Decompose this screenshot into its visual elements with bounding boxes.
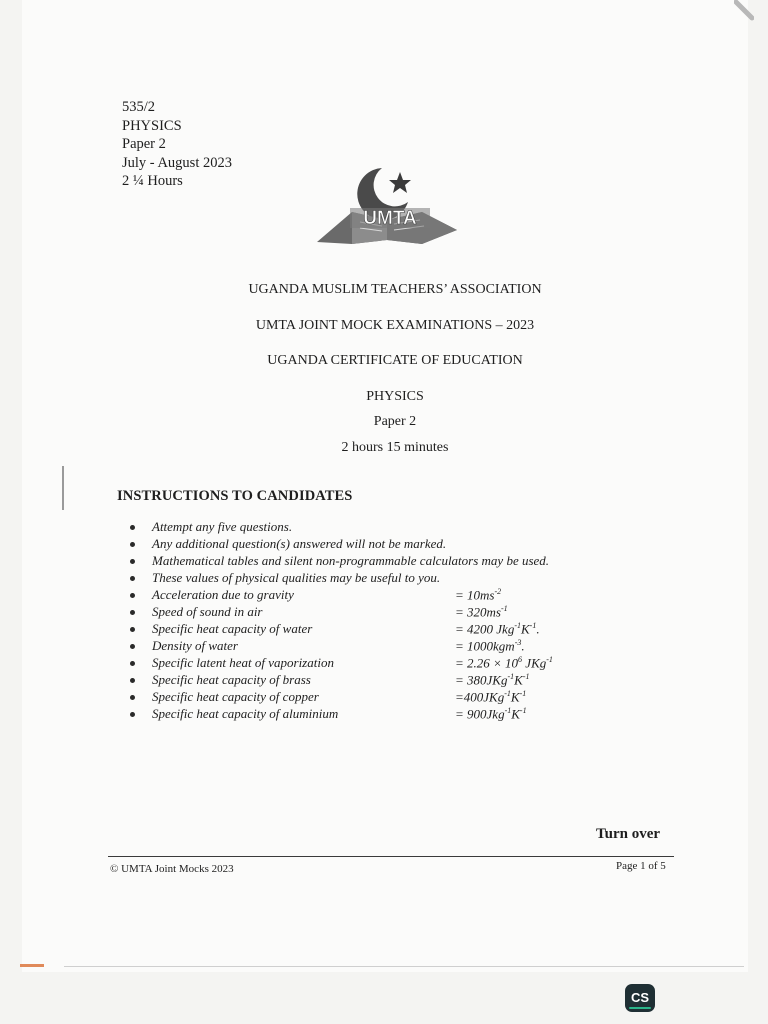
- bullet-icon: [130, 525, 135, 530]
- bullet-icon: [130, 593, 135, 598]
- constant-value: = $380JKg^{-1}K^{-1}$: [455, 672, 530, 688]
- constant-name: Acceleration due to gravity: [152, 587, 294, 602]
- instruction-item: These values of physical qualities may be useful to you.: [128, 570, 598, 587]
- constant-row: [128, 638, 598, 655]
- instructions-list: [128, 519, 598, 723]
- umta-logo: [312, 160, 462, 250]
- scan-bottom-edge: [64, 966, 744, 967]
- constant-value: $=400JKg^{-1}K^{-1}$: [455, 689, 527, 705]
- turn-over-note: Turn over: [596, 826, 661, 842]
- footer-copyright: © UMTA Joint Mocks 2023: [110, 863, 234, 875]
- footer-divider: [108, 856, 674, 857]
- constant-name: Specific latent heat of vaporization: [152, 655, 334, 670]
- subject-name: PHYSICS: [122, 117, 182, 134]
- bullet-icon: [130, 627, 135, 632]
- constant-value: = $900Jkg^{-1}K^{-1}$: [455, 706, 527, 722]
- bullet-icon: [130, 542, 135, 547]
- exam-title: UMTA JOINT MOCK EXAMINATIONS – 2023: [255, 318, 535, 333]
- constant-name: Specific heat capacity of brass: [152, 672, 311, 687]
- constant-row: [128, 587, 598, 604]
- bullet-icon: [130, 610, 135, 615]
- camscanner-badge: CS: [625, 984, 655, 1012]
- constant-row: [128, 689, 598, 706]
- constant-value: = $10ms^{-2}$: [455, 587, 502, 603]
- bullet-icon: [130, 661, 135, 666]
- footer-page-number: Page 1 of 5: [616, 860, 666, 872]
- instruction-item: Any additional question(s) answered will not be marked.: [128, 536, 598, 553]
- certificate-title: UGANDA CERTIFICATE OF EDUCATION: [267, 353, 523, 368]
- scan-color-mark: [20, 964, 44, 967]
- constant-name: Specific heat capacity of water: [152, 621, 313, 636]
- constant-name: Speed of sound in air: [152, 604, 263, 619]
- paper-number: Paper 2: [122, 136, 166, 152]
- constant-value: = $320ms^{-1}$: [455, 604, 508, 620]
- paper-code: 535/2: [122, 99, 156, 115]
- exam-session: July - August 2023: [122, 154, 232, 171]
- instruction-item: Attempt any five questions.: [128, 519, 598, 536]
- constant-row: [128, 604, 598, 621]
- instructions-heading: INSTRUCTIONS TO CANDIDATES: [117, 488, 353, 504]
- exam-duration: 2 ¼ Hours: [122, 173, 183, 189]
- logo-text: UMTA: [363, 208, 417, 229]
- instruction-item: Mathematical tables and silent non-programmable calculators may be used.: [128, 553, 598, 570]
- subject-title: PHYSICS: [366, 389, 424, 404]
- constant-name: Specific heat capacity of copper: [152, 689, 319, 704]
- bullet-icon: [130, 559, 135, 564]
- bullet-icon: [130, 712, 135, 717]
- constant-name: Density of water: [152, 638, 238, 653]
- scan-edge-mark: [62, 466, 64, 510]
- bullet-icon: [130, 576, 135, 581]
- star-icon: [389, 172, 411, 193]
- constant-value: = $2.26 \times 10^6$ JKg$^{-1}$: [455, 655, 553, 671]
- constant-row: [128, 621, 598, 638]
- bullet-icon: [130, 695, 135, 700]
- constant-name: Specific heat capacity of aluminium: [152, 706, 339, 721]
- constant-row: [128, 706, 598, 723]
- time-allowed: 2 hours 15 minutes: [341, 440, 449, 455]
- paper-title: Paper 2: [373, 414, 417, 429]
- constant-value: = 4200 $Jkg^{-1}K^{-1}$.: [455, 621, 540, 637]
- bullet-icon: [130, 678, 135, 683]
- bullet-icon: [130, 644, 135, 649]
- constant-row: [128, 672, 598, 689]
- association-title: UGANDA MUSLIM TEACHERS’ ASSOCIATION: [248, 282, 542, 297]
- constant-value: = 1000kgm$^{-3}$.: [455, 638, 525, 654]
- constant-row: [128, 655, 598, 672]
- page-corner-fold: [734, 0, 754, 22]
- exam-header-block: [122, 98, 232, 191]
